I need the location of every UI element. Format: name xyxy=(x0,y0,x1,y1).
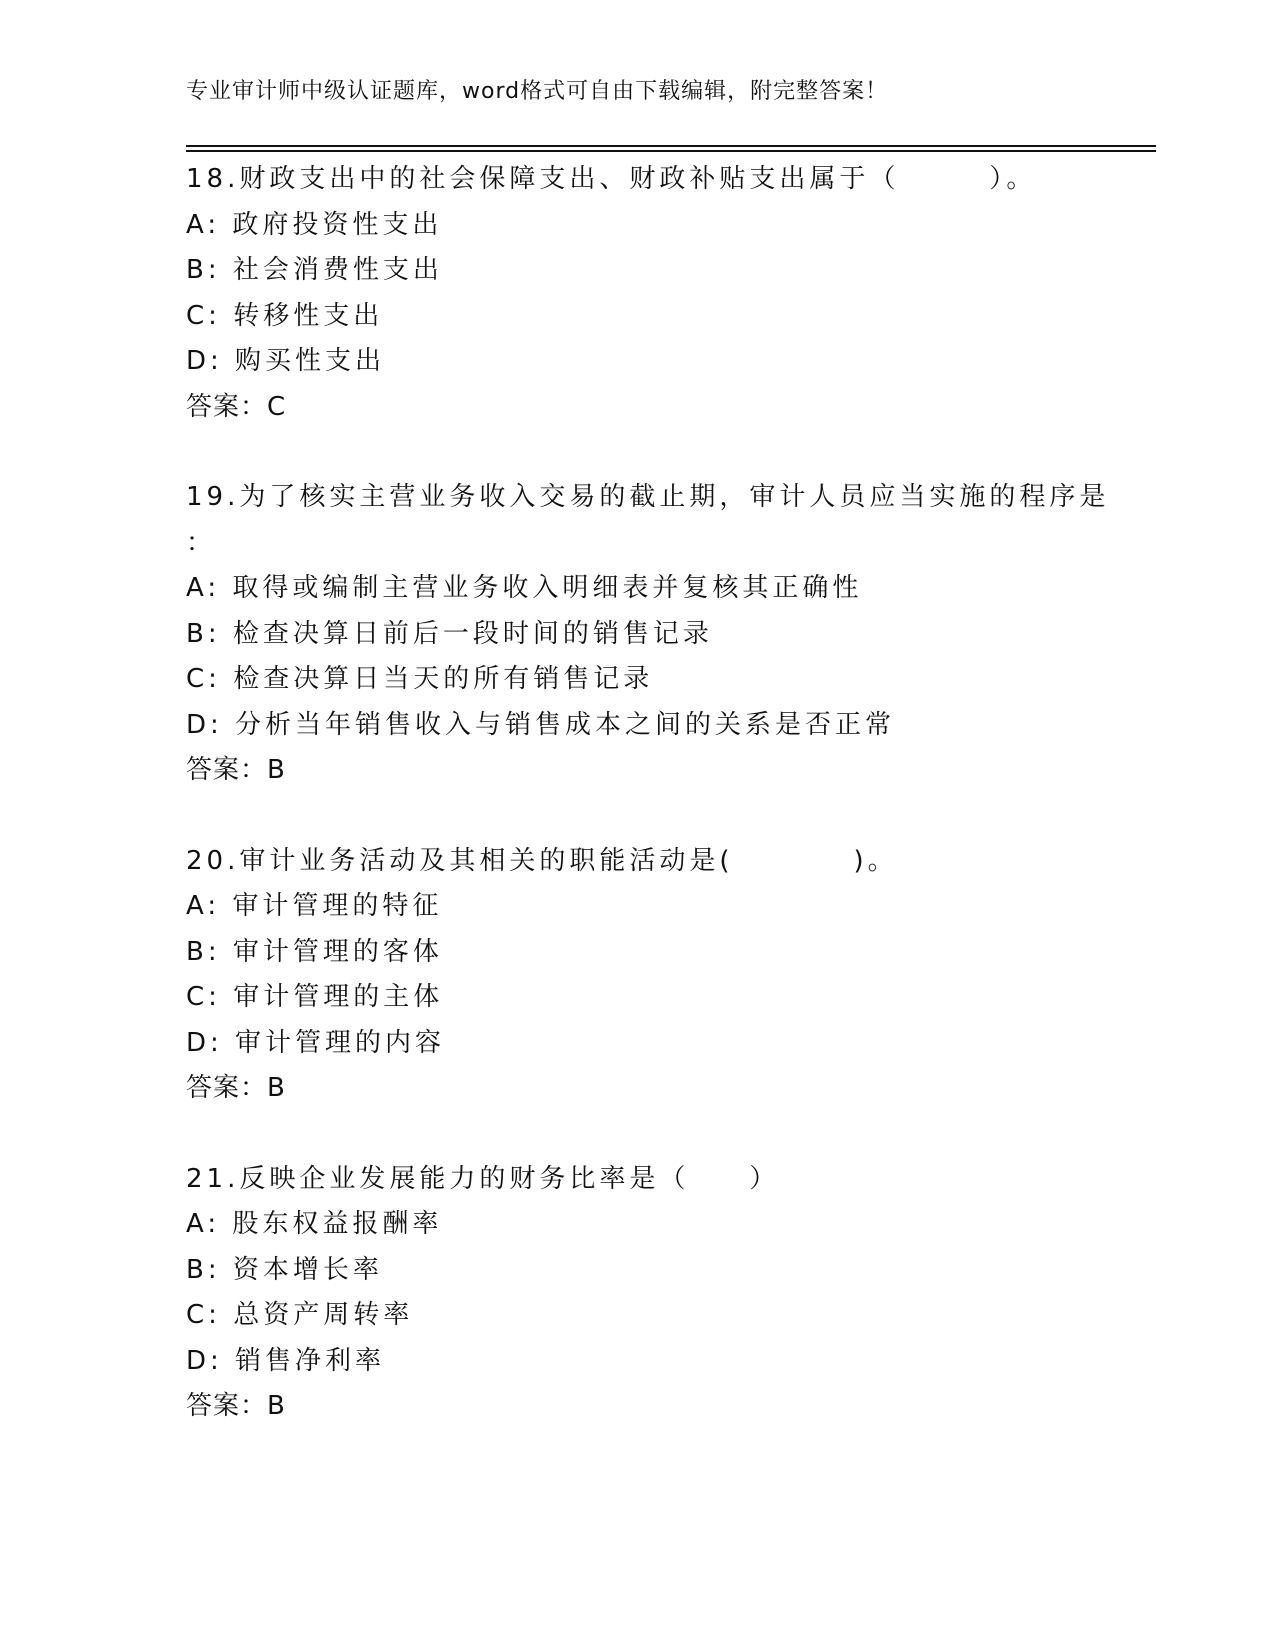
answer-label: 答案： xyxy=(186,1391,268,1421)
option-c xyxy=(186,657,1146,703)
answer-line xyxy=(186,1384,1146,1430)
option-d xyxy=(186,703,1146,749)
option-text: 分析当年销售收入与销售成本之间的关系是否正常 xyxy=(235,709,896,740)
option-b xyxy=(186,930,1146,976)
option-c xyxy=(186,1293,1146,1339)
option-b xyxy=(186,1248,1146,1294)
option-c xyxy=(186,294,1146,340)
header-divider-top xyxy=(186,145,1156,147)
question-stem xyxy=(186,839,1146,885)
option-text: 审计管理的客体 xyxy=(232,936,443,967)
question-18 xyxy=(186,157,1146,430)
option-label: A: xyxy=(186,209,221,240)
option-text: 政府投资性支出 xyxy=(232,209,443,240)
option-label: C: xyxy=(186,300,221,331)
option-label: C: xyxy=(186,1300,221,1330)
option-text: 股东权益报酬率 xyxy=(232,1209,443,1239)
answer-line xyxy=(186,385,1146,431)
question-20 xyxy=(186,839,1146,1112)
option-label: B: xyxy=(186,618,221,649)
option-text: 销售净利率 xyxy=(235,1345,386,1376)
option-c xyxy=(186,975,1146,1021)
option-label: B: xyxy=(186,255,221,285)
answer-label: 答案： xyxy=(186,391,268,422)
header-divider-bottom xyxy=(186,150,1156,152)
option-label: A: xyxy=(186,1209,221,1239)
option-label: B: xyxy=(186,936,221,967)
option-d xyxy=(186,1339,1146,1385)
option-label: D: xyxy=(186,346,223,376)
question-stem xyxy=(186,475,1146,521)
option-text: 资本增长率 xyxy=(232,1254,383,1285)
answer-label: 答案： xyxy=(186,755,268,785)
option-text: 检查决算日当天的所有销售记录 xyxy=(233,664,654,694)
option-b xyxy=(186,612,1146,658)
question-number: 19. xyxy=(186,482,240,512)
question-list xyxy=(186,157,1146,1475)
option-label: C: xyxy=(186,664,221,694)
option-text: 审计管理的主体 xyxy=(233,982,444,1012)
option-label: D: xyxy=(186,709,223,740)
option-b xyxy=(186,248,1146,294)
question-text: 为了核实主营业务收入交易的截止期，审计人员应当实施的程序是 xyxy=(239,482,1110,512)
option-text: 购买性支出 xyxy=(235,346,386,376)
question-21 xyxy=(186,1157,1146,1430)
option-label: D: xyxy=(186,1345,223,1376)
question-number: 18. xyxy=(186,164,240,194)
question-19 xyxy=(186,475,1146,794)
answer-value: B xyxy=(267,755,286,785)
option-text: 转移性支出 xyxy=(233,300,384,331)
question-text: 审计业务活动及其相关的职能活动是( )。 xyxy=(239,845,898,876)
question-number: 21. xyxy=(186,1163,240,1194)
option-label: D: xyxy=(186,1027,223,1058)
option-a xyxy=(186,884,1146,930)
answer-value: B xyxy=(267,1073,286,1103)
option-label: B: xyxy=(186,1254,221,1285)
answer-value: C xyxy=(267,391,287,422)
page-header: 专业审计师中级认证题库，word格式可自由下载编辑，附完整答案！ xyxy=(186,79,889,104)
option-text: 检查决算日前后一段时间的销售记录 xyxy=(232,618,713,649)
option-label: A: xyxy=(186,891,221,921)
option-a xyxy=(186,1202,1146,1248)
option-a xyxy=(186,566,1146,612)
question-stem xyxy=(186,157,1146,203)
answer-value: B xyxy=(267,1391,286,1421)
option-label: A: xyxy=(186,573,221,603)
question-text: 财政支出中的社会保障支出、财政补贴支出属于（ ）。 xyxy=(239,164,1037,194)
question-stem-continuation: ： xyxy=(186,527,217,558)
answer-line xyxy=(186,748,1146,794)
question-stem xyxy=(186,1157,1146,1203)
option-text: 审计管理的内容 xyxy=(235,1027,446,1058)
option-text: 审计管理的特征 xyxy=(232,891,443,921)
option-text: 取得或编制主营业务收入明细表并复核其正确性 xyxy=(232,573,863,603)
option-d xyxy=(186,339,1146,385)
option-a xyxy=(186,203,1146,249)
option-text: 社会消费性支出 xyxy=(232,255,443,285)
question-number: 20. xyxy=(186,845,240,876)
answer-line xyxy=(186,1066,1146,1112)
option-d xyxy=(186,1021,1146,1067)
question-text: 反映企业发展能力的财务比率是（ ） xyxy=(239,1163,780,1194)
option-text: 总资产周转率 xyxy=(233,1300,414,1330)
answer-label: 答案： xyxy=(186,1073,268,1103)
option-label: C: xyxy=(186,982,221,1012)
